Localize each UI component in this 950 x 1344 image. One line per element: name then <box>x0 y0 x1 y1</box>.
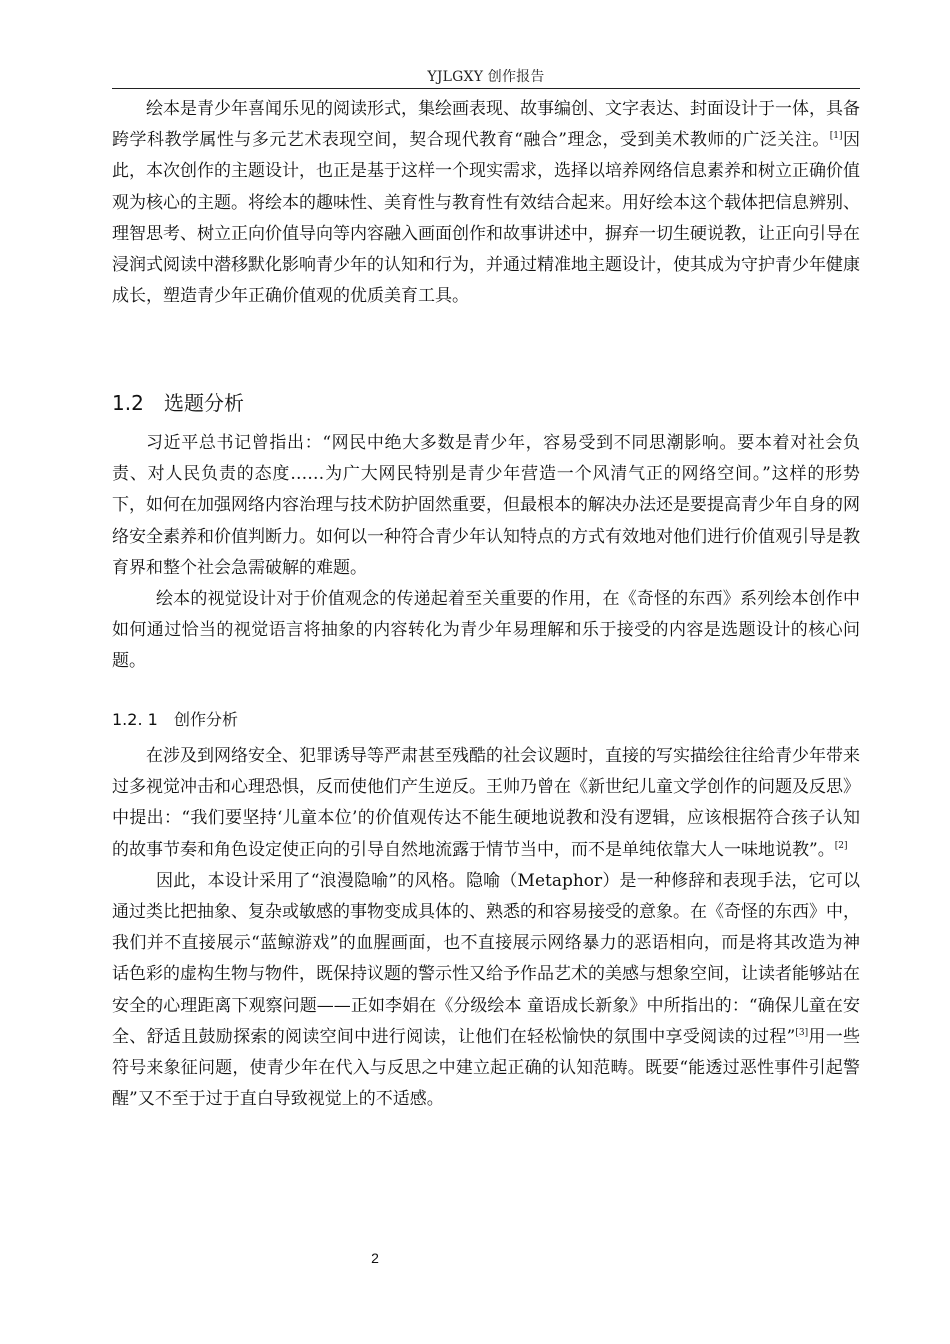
running-header: YJLGXY 创作报告 <box>427 69 545 85</box>
topic-analysis-section <box>112 428 860 678</box>
subsection-title: 创作分析 <box>174 710 239 729</box>
intro-text-a: 绘本是青少年喜闻乐见的阅读形式，集绘画表现、故事编创、文字表达、封面设计于一体，具备跨学科教学属性与多元艺术表现空间，契合现代教育“融合”理念，受到美术教师的广泛关注。 <box>112 99 860 151</box>
header-rule <box>112 88 860 89</box>
citation-ref-1: [1] <box>829 131 843 142</box>
creation-analysis-section <box>112 741 860 1115</box>
intro-section <box>112 94 860 312</box>
page-number: 2 <box>371 1250 379 1266</box>
section-number: 1.2 <box>112 391 144 415</box>
subsection-heading-1-2-1 <box>112 707 238 733</box>
section-title: 选题分析 <box>164 391 244 415</box>
intro-text-b: 因此，本次创作的主题设计，也正是基于这样一个现实需求，选择以培养网络信息素养和树立正确价值观为核心的主题。将绘本的趣味性、美育性与教育性有效结合起来。用好绘本这个载体把信息辨别、理智思考、树立正向价值导向等内容融入画面创作和故事讲述中，摒弃一切生硬说教，让正向引导在浸润式阅读中潜移默化影响青少年的认知和行为，并通过精准地主题设计，使其成为守护青少年健康成长，塑造青少年正确价值观的优质美育工具。 <box>112 130 861 307</box>
topic-paragraph-1: 习近平总书记曾指出：“网民中绝大多数是青少年，容易受到不同思潮影响。要本着对社会负责、对人民负责的态度……为广大网民特别是青少年营造一个风清气正的网络空间。”这样的形势下，如何在加强网络内容治理与技术防护固然重要，但最根本的解决办法还是要提高青少年自身的网络安全素养和价值判断力。如何以一种符合青少年认知特点的方式有效地对他们进行价值观引导是教育界和整个社会急需破解的难题。 <box>112 433 860 578</box>
citation-ref-2: [2] <box>834 840 848 851</box>
section-heading-1-2 <box>112 388 244 418</box>
intro-paragraph <box>112 94 860 312</box>
subsection-number: 1.2. 1 <box>112 710 158 729</box>
topic-paragraph-2: 绘本的视觉设计对于价值观念的传递起着至关重要的作用，在《奇怪的东西》系列绘本创作中如何通过恰当的视觉语言将抽象的内容转化为青少年易理解和乐于接受的内容是选题设计的核心问题。 <box>112 589 860 672</box>
creation-text-2b: 用一些符号来象征问题，使青少年在代入与反思之中建立起正确的认知范畴。既要“能透过恶性事件引起警醒”又不至于过于直白导致视觉上的不适感。 <box>112 1026 860 1110</box>
citation-ref-3: [3] <box>795 1027 809 1038</box>
creation-text-2a: 因此，本设计采用了“浪漫隐喻”的风格。隐喻（Metaphor）是一种修辞和表现手法，它可以通过类比把抽象、复杂或敏感的事物变成具体的、熟悉的和容易接受的意象。在《奇怪的东西》中，我们并不直接展示“蓝鲸游戏”的血腥画面，也不直接展示网络暴力的恶语相向，而是将其改造为神话色彩的虚构生物与物件，既保持议题的警示性又给予作品艺术的美感与想象空间，让读者能够站在安全的心理距离下观察问题——正如李娟在《分级绘本 童语成长新象》中所指出的：“确保儿童在安全、舒适且鼓励探索的阅读空间中进行阅读，让他们在轻松愉快的氛围中享受阅读的过程” <box>112 870 860 1047</box>
creation-paragraph-1 <box>112 741 860 866</box>
creation-text-1: 在涉及到网络安全、犯罪诱导等严肃甚至残酷的社会议题时，直接的写实描绘往往给青少年带来过多视觉冲击和心理恐惧，反而使他们产生逆反。王帅乃曾在《新世纪儿童文学创作的问题及反思》中提出：“我们要坚持‘儿童本位’的价值观传达不能生硬地说教和没有逻辑，应该根据符合孩子认知的故事节奏和角色设定使正向的引导自然地流露于情节当中，而不是单纯依靠大人一味地说教”。 <box>112 746 860 860</box>
creation-paragraph-2 <box>112 866 860 1116</box>
